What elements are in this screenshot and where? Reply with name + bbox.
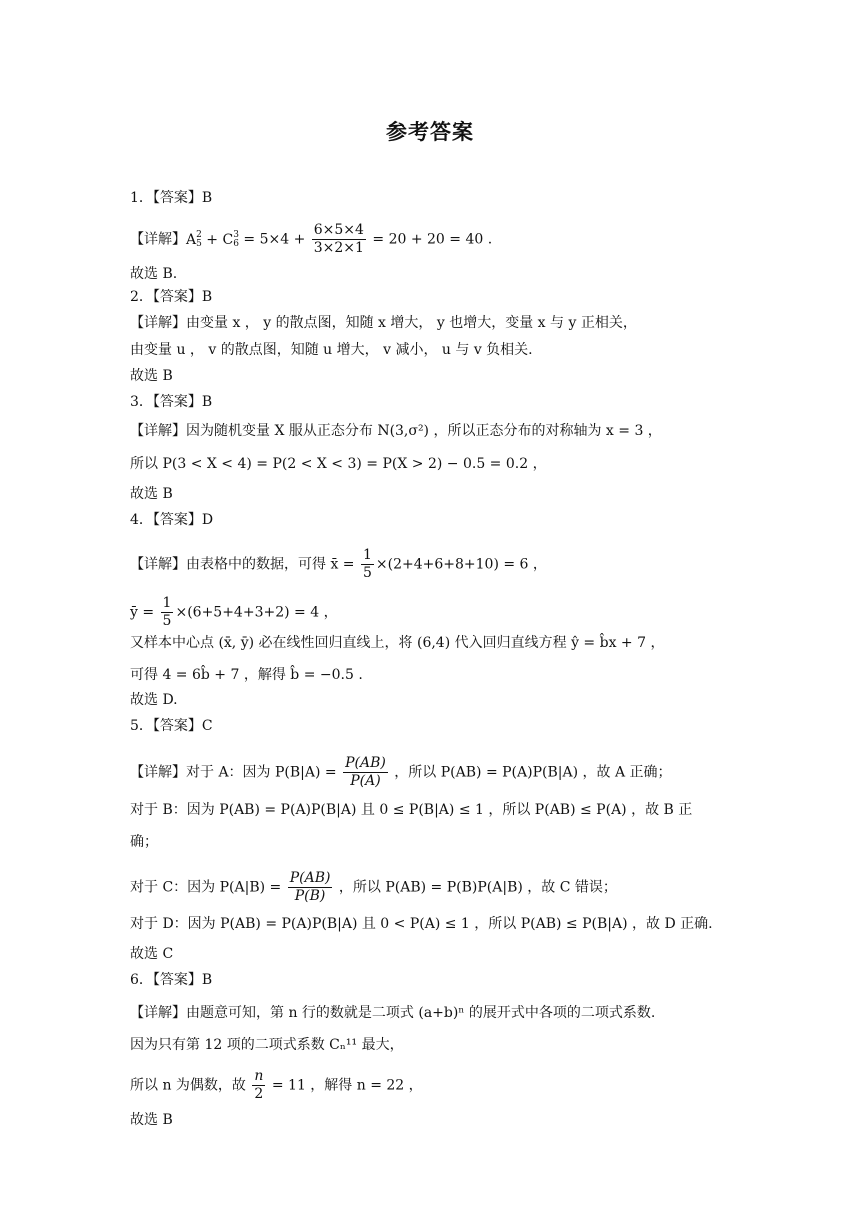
q4-line2: ȳ = $\frac{1}{5}$ ×(6+5+4+3+2) = 4 ， [130,595,338,629]
q4-fraction-1: $\frac{1}{5}$ [362,547,372,581]
q5-answer: 5．【答案】C [130,718,213,734]
q1-answer: 1．【答案】B [130,190,213,206]
q1-detail-label: 【详解】 [130,231,186,248]
q1-formula-mid: = 5×4 + [238,231,310,248]
q3-answer: 3．【答案】B [130,394,213,410]
q4-answer: 4．【答案】D [130,512,214,528]
q4-line4: 可得 4 = 6b̂ + 7 ，解得 b̂ = −0.5 . [130,667,363,683]
q5-fraction-1: $\frac{P(AB)}{P(A)}$ [345,755,386,789]
q5-line4: 对于 D：因为 P(AB) = P(A)P(B|A) 且 0 < P(A) ≤ 1 ，所以 P(AB) ≤ P(B|A) ，故 D 正确. [130,916,713,932]
q5-line1: 【详解】对于 A：因为 P(B|A) = $\frac{P(AB)}{P(A)}$ ，所以 P(AB) = P(A)P(B|A) ，故 A 正确； [130,755,672,789]
q1-detail: 【详解】A 2 5 + C 3 6 = 5×4 + $\frac{6\times 5\times 4}{3\times 2\times 1}$ = 20 + 20 = 40 . [130,222,493,256]
q1-conclusion: 故选 B. [130,266,178,282]
q6-line3: 所以 n 为偶数，故 $\frac{n}{2}$ = 11 ，解得 n = 22 ， [130,1068,423,1102]
q6-fraction: $\frac{n}{2}$ [254,1068,264,1102]
q5-conclusion: 故选 C [130,946,174,962]
q1-formula-rhs: = 20 + 20 = 40 . [367,231,493,248]
page-title: 参考答案 [386,120,474,144]
q1-fraction: $\frac{6\times 5\times 4}{3\times 2\times 1}$ [313,222,364,256]
q2-line2: 由变量 u ， v 的散点图，知随 u 增大， v 减小， u 与 v 负相关. [130,342,533,358]
q6-answer: 6．【答案】B [130,972,213,988]
q2-line1: 【详解】由变量 x ， y 的散点图，知随 x 增大， y 也增大，变量 x 与 y 正相关， [130,315,637,331]
q5-fraction-2: $\frac{P(AB)}{P(B)}$ [289,870,331,904]
q4-line1: 【详解】由表格中的数据，可得 x̄ = $\frac{1}{5}$ ×(2+4+6+8+10) = 6 ， [130,547,547,581]
q4-fraction-2: $\frac{1}{5}$ [162,595,172,629]
q5-line3: 对于 C：因为 P(A|B) = $\frac{P(AB)}{P(B)}$ ，所以 P(AB) = P(B)P(A|B) ，故 C 错误； [130,870,617,904]
q3-line1: 【详解】因为随机变量 X 服从正态分布 N(3,σ²) ，所以正态分布的对称轴为 x = 3 ， [130,423,662,439]
q4-conclusion: 故选 D. [130,692,178,708]
q6-line1: 【详解】由题意可知，第 n 行的数就是二项式 (a+b)ⁿ 的展开式中各项的二项式系数. [130,1005,656,1021]
q2-conclusion: 故选 B [130,368,173,384]
q3-line2: 所以 P(3 < X < 4) = P(2 < X < 3) = P(X > 2) − 0.5 = 0.2 ， [130,456,547,472]
q3-conclusion: 故选 B [130,486,173,502]
q4-line3: 又样本中心点 (x̄, ȳ) 必在线性回归直线上，将 (6,4) 代入回归直线方程 ŷ = b̂x + 7 ， [130,635,665,651]
q2-answer: 2．【答案】B [130,289,213,305]
q6-line2: 因为只有第 12 项的二项式系数 Cₙ¹¹ 最大， [130,1037,404,1053]
q5-line2: 对于 B：因为 P(AB) = P(A)P(B|A) 且 0 ≤ P(B|A) ≤ 1 ，所以 P(AB) ≤ P(A) ，故 B 正 [130,802,693,818]
q5-line2b: 确； [130,834,158,850]
q6-conclusion: 故选 B [130,1112,173,1128]
